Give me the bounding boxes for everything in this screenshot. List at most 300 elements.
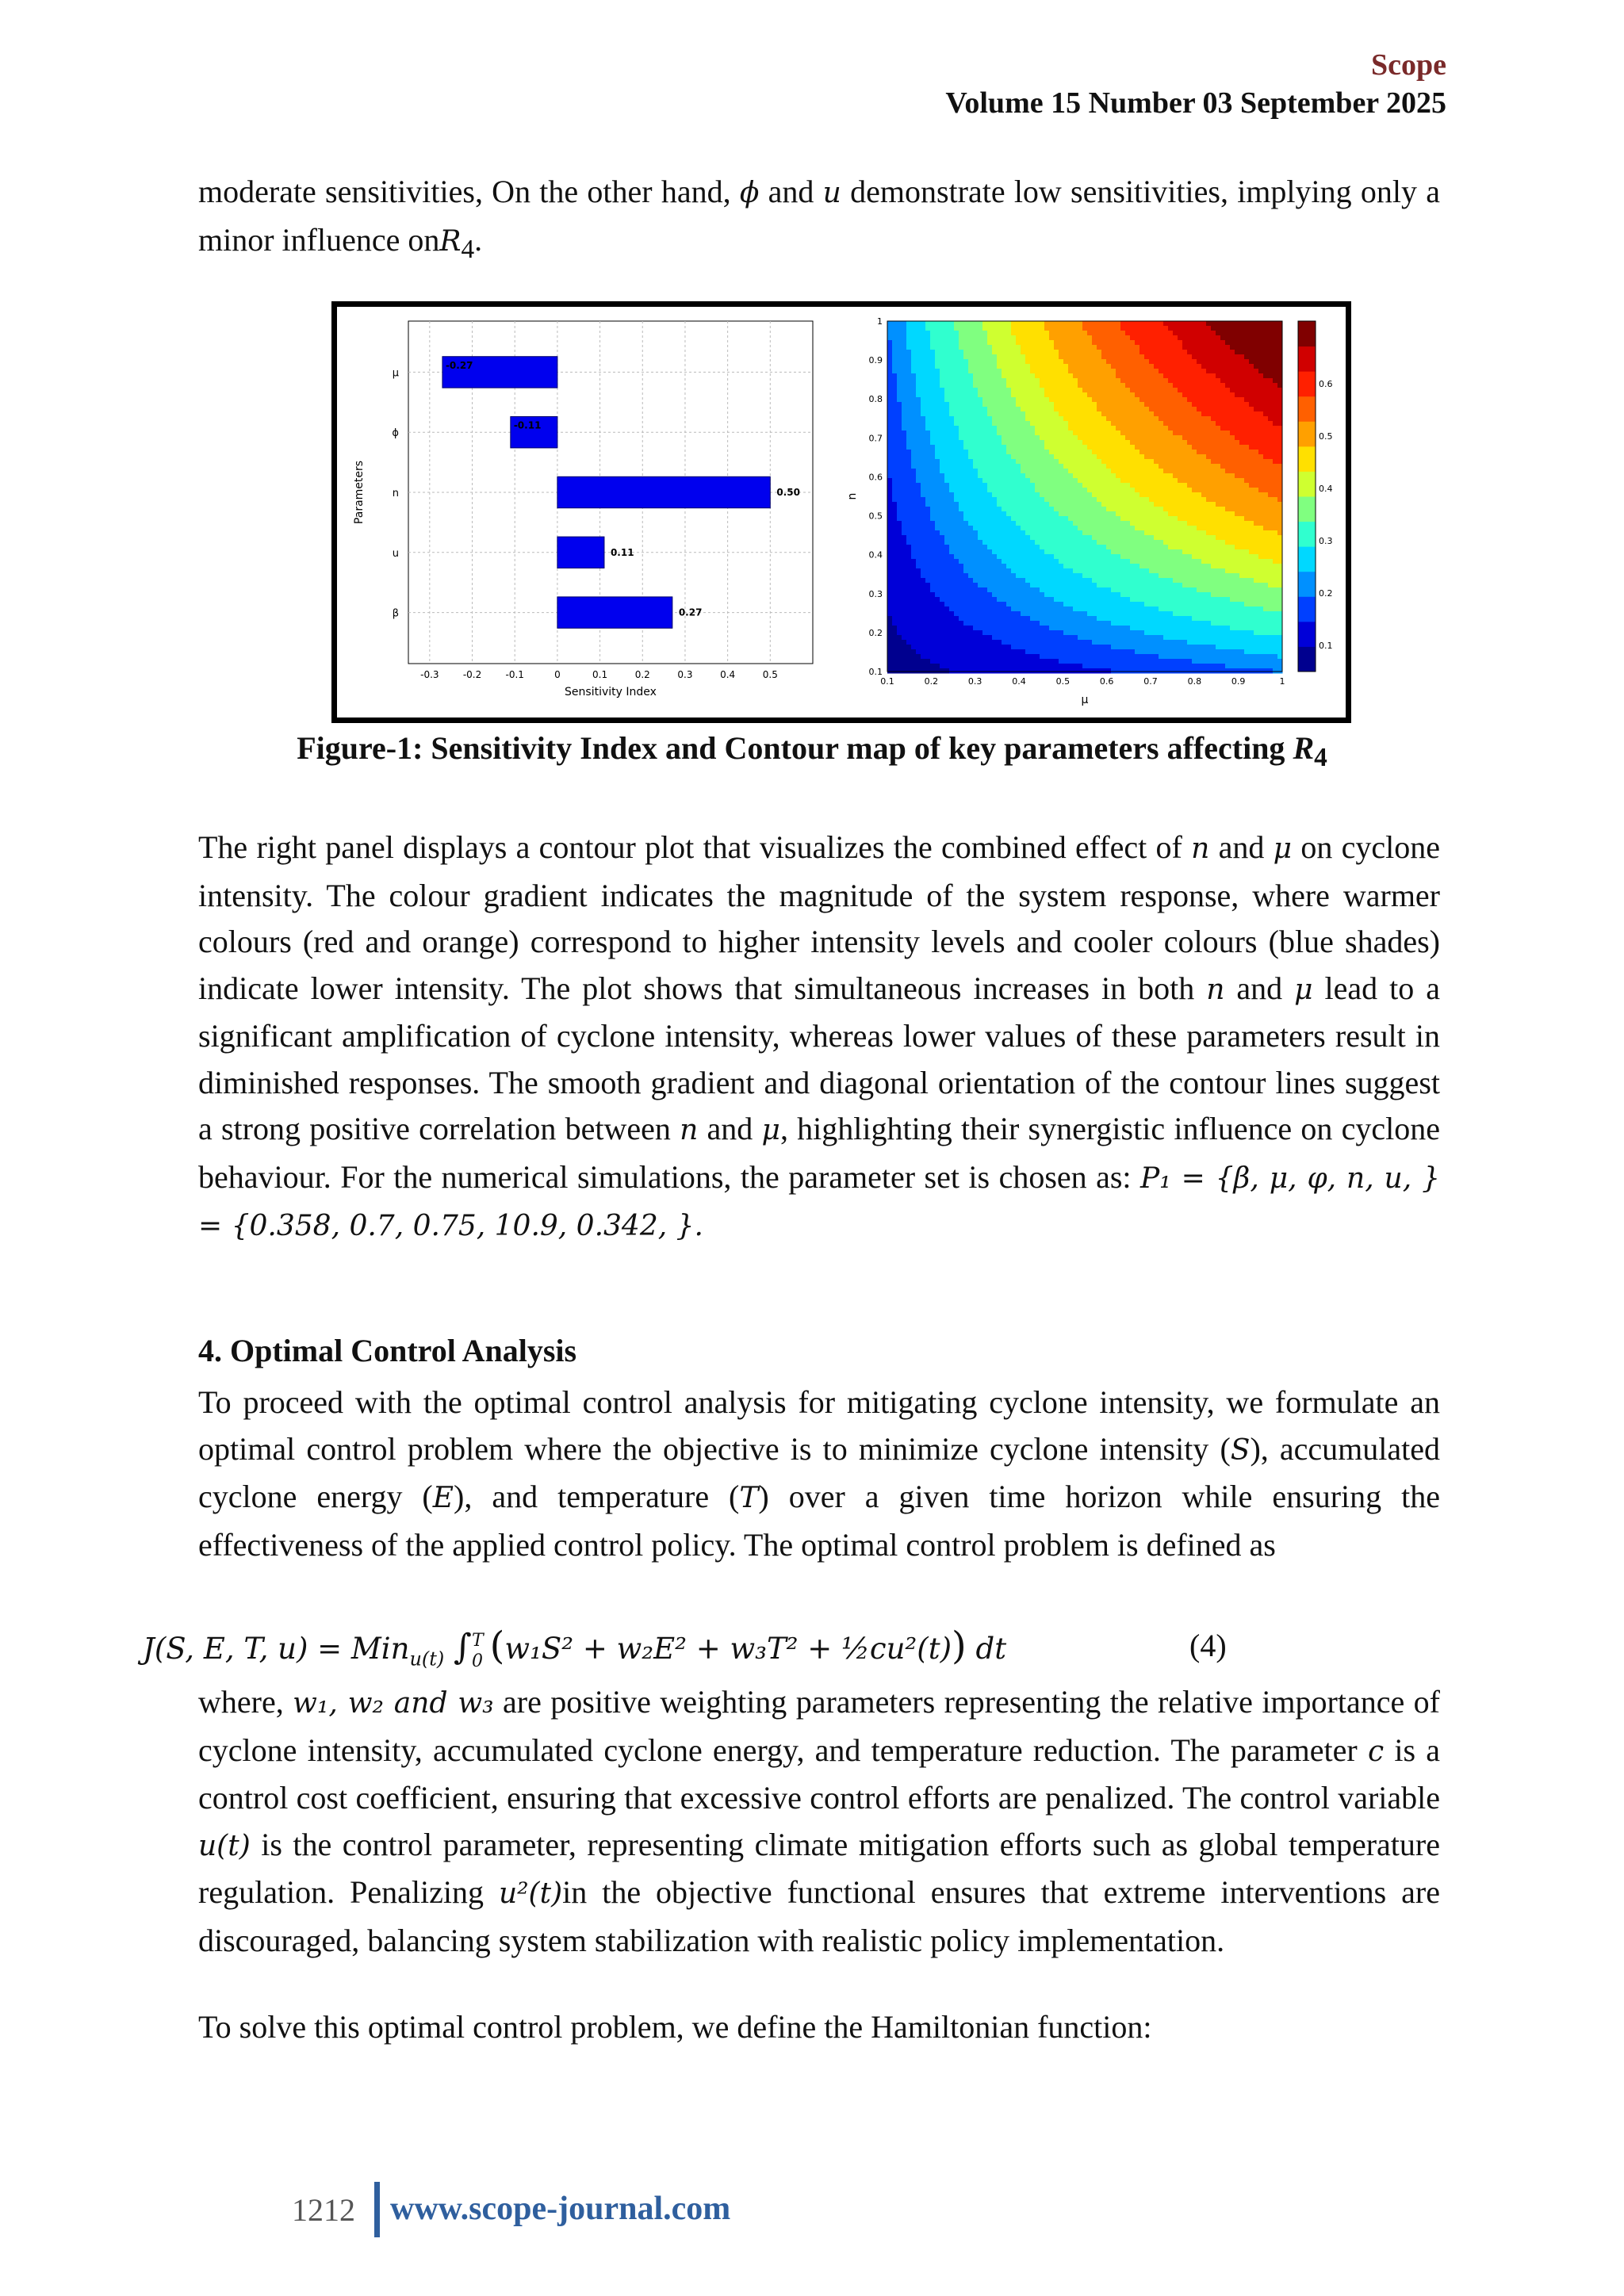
- contour-cell: [911, 587, 917, 593]
- contour-cell: [1040, 454, 1045, 460]
- contour-cell: [1087, 326, 1093, 331]
- contour-cell: [1125, 664, 1131, 669]
- contour-cell: [1120, 364, 1126, 369]
- contour-cell: [1025, 411, 1031, 417]
- contour-cell: [902, 545, 907, 550]
- contour-cell: [982, 397, 988, 403]
- contour-cell: [1116, 659, 1121, 664]
- contour-cell: [1011, 611, 1017, 617]
- contour-cell: [1135, 326, 1140, 331]
- contour-cell: [968, 549, 974, 555]
- contour-cell: [906, 416, 912, 422]
- contour-cell: [1040, 583, 1045, 588]
- contour-cell: [997, 645, 1002, 650]
- contour-cell: [1078, 497, 1083, 503]
- contour-cell: [1049, 402, 1055, 408]
- contour-cell: [887, 659, 893, 664]
- contour-cell: [1116, 592, 1121, 598]
- contour-cell: [949, 383, 955, 388]
- contour-cell: [1192, 416, 1197, 422]
- contour-cell: [1106, 331, 1112, 336]
- contour-cell: [1197, 335, 1202, 341]
- contour-cell: [1101, 488, 1107, 493]
- contour-cell: [1049, 545, 1055, 550]
- contour-cell: [1163, 616, 1169, 622]
- contour-cell: [1149, 407, 1155, 412]
- contour-cell: [1035, 502, 1040, 507]
- contour-cell: [954, 340, 959, 346]
- contour-cell: [1163, 321, 1169, 327]
- contour-cell: [1106, 611, 1112, 617]
- contour-cell: [921, 668, 926, 674]
- contour-cell: [1097, 592, 1102, 598]
- contour-cell: [906, 664, 912, 669]
- contour-cell: [935, 559, 940, 564]
- contour-cell: [1178, 616, 1183, 622]
- contour-cell: [944, 335, 950, 341]
- contour-cell: [940, 530, 945, 536]
- contour-cell: [897, 397, 902, 403]
- contour-cell: [925, 554, 931, 560]
- contour-cell: [959, 554, 964, 560]
- contour-cell: [930, 326, 936, 331]
- contour-cell: [921, 340, 926, 346]
- contour-cell: [897, 592, 902, 598]
- contour-cell: [1144, 583, 1150, 588]
- contour-cell: [1168, 554, 1174, 560]
- contour-cell: [1068, 392, 1074, 398]
- contour-cell: [925, 321, 931, 327]
- contour-cell: [987, 335, 993, 341]
- contour-cell: [1192, 611, 1197, 617]
- contour-cell: [1159, 535, 1164, 541]
- contour-cell: [1087, 469, 1093, 474]
- contour-cell: [1178, 549, 1183, 555]
- contour-cell: [1116, 435, 1121, 441]
- contour-cell: [1149, 426, 1155, 431]
- contour-cell: [1011, 568, 1017, 574]
- contour-cell: [1106, 583, 1112, 588]
- contour-cell: [1068, 340, 1074, 346]
- contour-cell: [887, 464, 893, 469]
- contour-cell: [949, 373, 955, 379]
- contour-cell: [1154, 359, 1159, 365]
- contour-cell: [1078, 354, 1083, 360]
- contour-cell: [916, 511, 921, 517]
- contour-cell: [1201, 392, 1207, 398]
- contour-cell: [1163, 630, 1169, 636]
- contour-cell: [1030, 611, 1036, 617]
- contour-cell: [1135, 454, 1140, 460]
- contour-cell: [935, 554, 940, 560]
- contour-cell: [1054, 426, 1059, 431]
- contour-cell: [921, 568, 926, 574]
- contour-cell: [1011, 492, 1017, 498]
- contour-cell: [1068, 416, 1074, 422]
- contour-cell: [940, 635, 945, 641]
- contour-cell: [1021, 530, 1026, 536]
- contour-cell: [1087, 421, 1093, 427]
- contour-cell: [1163, 340, 1169, 346]
- contour-cell: [925, 540, 931, 545]
- contour-cell: [978, 511, 983, 517]
- contour-cell: [1068, 421, 1074, 427]
- contour-cell: [902, 388, 907, 393]
- contour-cell: [973, 664, 979, 669]
- contour-cell: [963, 488, 969, 493]
- contour-cell: [992, 473, 998, 479]
- contour-cell: [1059, 559, 1064, 564]
- contour-cell: [1187, 321, 1193, 327]
- contour-cell: [992, 378, 998, 384]
- contour-cell: [906, 526, 912, 531]
- contour-cell: [1106, 478, 1112, 484]
- contour-cell: [1092, 554, 1097, 560]
- contour-cell: [887, 626, 893, 631]
- contour-cell: [1035, 321, 1040, 327]
- contour-cell: [987, 369, 993, 374]
- contour-cell: [1101, 497, 1107, 503]
- bar-value-label: -0.11: [513, 419, 542, 431]
- contour-cell: [1025, 326, 1031, 331]
- contour-cell: [1021, 440, 1026, 446]
- contour-cell: [1187, 392, 1193, 398]
- contour-cell: [1178, 464, 1183, 469]
- contour-cell: [1201, 450, 1207, 455]
- contour-cell: [1163, 611, 1169, 617]
- contour-cell: [1054, 497, 1059, 503]
- contour-cell: [940, 483, 945, 488]
- contour-cell: [1040, 326, 1045, 331]
- contour-cell: [1054, 378, 1059, 384]
- contour-cell: [1120, 511, 1126, 517]
- contour-cell: [1068, 435, 1074, 441]
- contour-cell: [954, 321, 959, 327]
- contour-cell: [902, 587, 907, 593]
- contour-cell: [1173, 540, 1178, 545]
- contour-cell: [1063, 421, 1069, 427]
- contour-cell: [892, 559, 898, 564]
- contour-cell: [1025, 630, 1031, 636]
- contour-cell: [1192, 383, 1197, 388]
- contour-cell: [973, 649, 979, 655]
- contour-cell: [930, 583, 936, 588]
- contour-cell: [1130, 621, 1136, 626]
- contour-cell: [1187, 402, 1193, 408]
- contour-cell: [1106, 416, 1112, 422]
- contour-cell: [1097, 573, 1102, 579]
- contour-cell: [1097, 454, 1102, 460]
- contour-cell: [968, 411, 974, 417]
- contour-cell: [1130, 350, 1136, 355]
- contour-cell: [906, 469, 912, 474]
- contour-cell: [1139, 668, 1145, 674]
- contour-cell: [1040, 649, 1045, 655]
- contour-cell: [897, 459, 902, 465]
- contour-cell: [1135, 507, 1140, 512]
- contour-cell: [1035, 516, 1040, 522]
- contour-cell: [982, 369, 988, 374]
- contour-cell: [1016, 488, 1021, 493]
- contour-cell: [921, 416, 926, 422]
- contour-cell: [1101, 459, 1107, 465]
- contour-cell: [1030, 421, 1036, 427]
- contour-cell: [968, 502, 974, 507]
- contour-cell: [1135, 621, 1140, 626]
- contour-cell: [1035, 630, 1040, 636]
- contour-cell: [954, 573, 959, 579]
- contour-cell: [925, 331, 931, 336]
- contour-cell: [1163, 635, 1169, 641]
- contour-cell: [902, 445, 907, 450]
- contour-cell: [902, 473, 907, 479]
- contour-cell: [963, 459, 969, 465]
- contour-cell: [1197, 611, 1202, 617]
- contour-cell: [1173, 383, 1178, 388]
- contour-cell: [935, 402, 940, 408]
- contour-cell: [930, 373, 936, 379]
- contour-cell: [944, 521, 950, 526]
- contour-cell: [1192, 602, 1197, 607]
- contour-cell: [1025, 473, 1031, 479]
- contour-cell: [1073, 411, 1078, 417]
- contour-cell: [1035, 549, 1040, 555]
- contour-cell: [1149, 559, 1155, 564]
- contour-cell: [1111, 607, 1116, 612]
- contour-cell: [982, 464, 988, 469]
- contour-cell: [1173, 331, 1178, 336]
- contour-cell: [1106, 530, 1112, 536]
- contour-cell: [1182, 340, 1188, 346]
- contour-cell: [902, 645, 907, 650]
- contour-cell: [1054, 459, 1059, 465]
- contour-cell: [1097, 492, 1102, 498]
- contour-cell: [959, 492, 964, 498]
- contour-cell: [1125, 435, 1131, 441]
- contour-cell: [1021, 392, 1026, 398]
- contour-cell: [1059, 530, 1064, 536]
- contour-cell: [1078, 402, 1083, 408]
- contour-cell: [1101, 483, 1107, 488]
- contour-cell: [1068, 373, 1074, 379]
- contour-cell: [1030, 621, 1036, 626]
- contour-cell: [1135, 345, 1140, 350]
- contour-cell: [1144, 321, 1150, 327]
- contour-cell: [902, 511, 907, 517]
- contour-cell: [982, 554, 988, 560]
- contour-cell: [944, 583, 950, 588]
- contour-cell: [906, 483, 912, 488]
- contour-cell: [1063, 383, 1069, 388]
- contour-cell: [978, 373, 983, 379]
- contour-cell: [887, 364, 893, 369]
- contour-cell: [897, 426, 902, 431]
- contour-cell: [1044, 478, 1050, 484]
- contour-cell: [1173, 645, 1178, 650]
- contour-cell: [978, 559, 983, 564]
- contour-cell: [987, 383, 993, 388]
- contour-cell: [916, 392, 921, 398]
- contour-cell: [1154, 578, 1159, 584]
- contour-cell: [973, 626, 979, 631]
- contour-cell: [1068, 354, 1074, 360]
- contour-cell: [1016, 649, 1021, 655]
- contour-cell: [916, 369, 921, 374]
- contour-cell: [1101, 640, 1107, 645]
- contour-cell: [1030, 473, 1036, 479]
- contour-cell: [897, 668, 902, 674]
- contour-cell: [987, 621, 993, 626]
- contour-cell: [1016, 378, 1021, 384]
- contour-cell: [1025, 350, 1031, 355]
- contour-cell: [959, 568, 964, 574]
- contour-cell: [1073, 392, 1078, 398]
- contour-cell: [916, 583, 921, 588]
- contour-cell: [940, 568, 945, 574]
- contour-cell: [1097, 378, 1102, 384]
- contour-cell: [897, 554, 902, 560]
- contour-cell: [1125, 478, 1131, 484]
- contour-cell: [1159, 592, 1164, 598]
- contour-cell: [1149, 635, 1155, 641]
- contour-cell: [987, 426, 993, 431]
- contour-cell: [1130, 416, 1136, 422]
- contour-cell: [973, 592, 979, 598]
- contour-cell: [1092, 388, 1097, 393]
- contour-cell: [1002, 573, 1007, 579]
- contour-cell: [887, 573, 893, 579]
- contour-cell: [1182, 364, 1188, 369]
- contour-cell: [1111, 369, 1116, 374]
- contour-cell: [1120, 540, 1126, 545]
- contour-cell: [1154, 407, 1159, 412]
- contour-cell: [1178, 540, 1183, 545]
- contour-cell: [1130, 645, 1136, 650]
- contour-cell: [963, 511, 969, 517]
- contour-cell: [1044, 635, 1050, 641]
- contour-cell: [1182, 635, 1188, 641]
- contour-cell: [1002, 640, 1007, 645]
- contour-cell: [997, 464, 1002, 469]
- contour-cell: [1178, 459, 1183, 465]
- contour-cell: [1082, 530, 1088, 536]
- contour-cell: [1097, 549, 1102, 555]
- contour-cell: [1201, 350, 1207, 355]
- contour-cell: [1178, 378, 1183, 384]
- contour-cell: [1116, 430, 1121, 436]
- contour-cell: [959, 469, 964, 474]
- contour-cell: [973, 583, 979, 588]
- contour-cell: [1192, 440, 1197, 446]
- contour-cell: [1040, 530, 1045, 536]
- contour-cell: [1116, 502, 1121, 507]
- contour-cell: [982, 426, 988, 431]
- contour-cell: [1178, 535, 1183, 541]
- contour-cell: [1182, 483, 1188, 488]
- contour-cell: [1035, 430, 1040, 436]
- contour-cell: [925, 664, 931, 669]
- contour-cell: [1159, 345, 1164, 350]
- contour-cell: [1082, 592, 1088, 598]
- contour-cell: [1197, 573, 1202, 579]
- contour-cell: [940, 464, 945, 469]
- contour-cell: [1097, 392, 1102, 398]
- contour-cell: [1159, 602, 1164, 607]
- contour-cell: [1092, 440, 1097, 446]
- contour-cell: [1082, 350, 1088, 355]
- contour-cell: [1182, 564, 1188, 569]
- contour-cell: [1030, 616, 1036, 622]
- contour-cell: [1154, 568, 1159, 574]
- contour-cell: [892, 388, 898, 393]
- contour-cell: [1011, 392, 1017, 398]
- contour-cell: [921, 497, 926, 503]
- contour-cell: [1049, 345, 1055, 350]
- contour-cell: [1035, 621, 1040, 626]
- contour-cell: [1035, 378, 1040, 384]
- contour-cell: [1168, 335, 1174, 341]
- contour-cell: [1120, 526, 1126, 531]
- contour-cell: [1044, 573, 1050, 579]
- contour-cell: [1097, 464, 1102, 469]
- contour-cell: [1030, 407, 1036, 412]
- contour-cell: [1139, 535, 1145, 541]
- contour-cell: [1139, 488, 1145, 493]
- contour-cell: [987, 464, 993, 469]
- contour-cell: [1002, 402, 1007, 408]
- contour-cell: [1144, 440, 1150, 446]
- contour-cell: [1163, 488, 1169, 493]
- contour-cell: [1106, 564, 1112, 569]
- contour-cell: [944, 602, 950, 607]
- contour-cell: [1139, 440, 1145, 446]
- contour-cell: [997, 397, 1002, 403]
- contour-cell: [1144, 392, 1150, 398]
- contour-cell: [963, 321, 969, 327]
- contour-cell: [1016, 507, 1021, 512]
- contour-cell: [1030, 364, 1036, 369]
- contour-cell: [944, 345, 950, 350]
- contour-cell: [1087, 354, 1093, 360]
- contour-cell: [997, 411, 1002, 417]
- contour-cell: [1182, 383, 1188, 388]
- contour-cell: [978, 378, 983, 384]
- contour-cell: [954, 530, 959, 536]
- contour-cell: [1192, 621, 1197, 626]
- contour-cell: [1201, 602, 1207, 607]
- contour-cell: [1173, 426, 1178, 431]
- contour-cell: [1173, 654, 1178, 660]
- contour-cell: [959, 626, 964, 631]
- contour-cell: [1097, 488, 1102, 493]
- contour-cell: [1101, 611, 1107, 617]
- contour-cell: [1087, 402, 1093, 408]
- contour-cell: [1044, 469, 1050, 474]
- contour-cell: [1092, 454, 1097, 460]
- contour-cell: [902, 559, 907, 564]
- contour-cell: [1054, 597, 1059, 603]
- contour-cell: [1002, 507, 1007, 512]
- contour-cell: [1106, 597, 1112, 603]
- contour-cell: [1006, 430, 1012, 436]
- contour-cell: [1059, 331, 1064, 336]
- contour-cell: [1159, 521, 1164, 526]
- contour-cell: [982, 511, 988, 517]
- contour-cell: [1021, 587, 1026, 593]
- contour-cell: [1002, 397, 1007, 403]
- contour-cell: [944, 640, 950, 645]
- contour-cell: [1116, 450, 1121, 455]
